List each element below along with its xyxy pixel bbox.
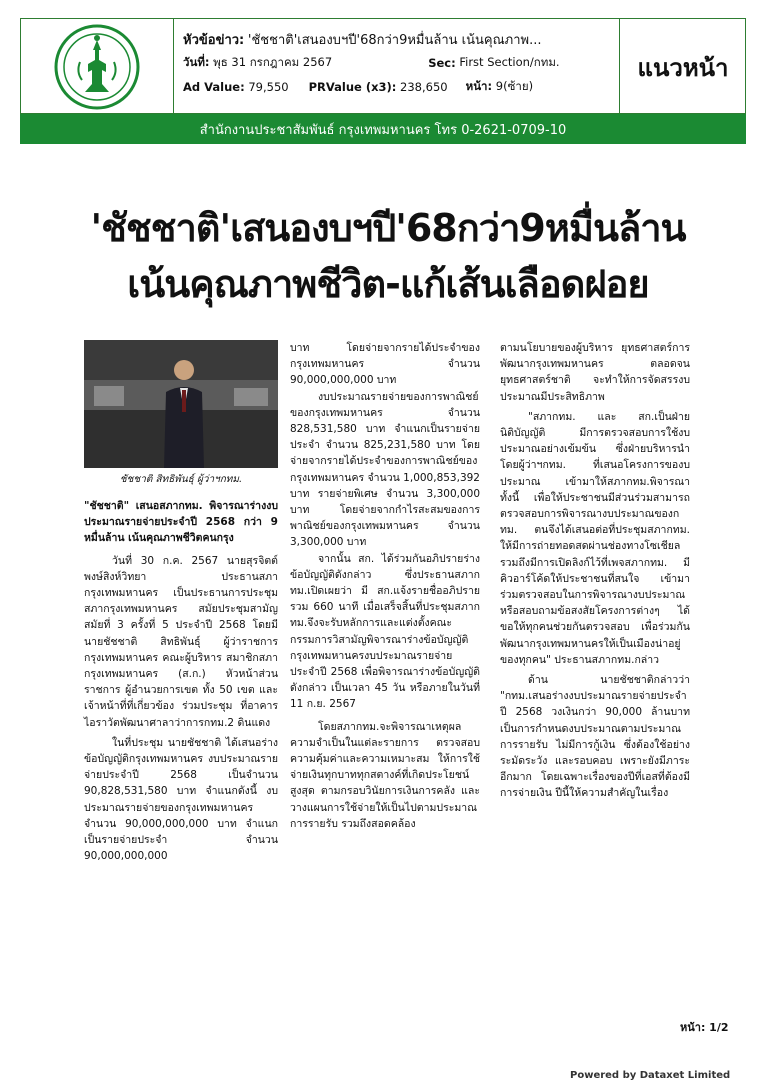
title-line-2: เน้นคุณภาพชีวิต-แก้เส้นเลือดฝอย <box>127 262 649 306</box>
col2-paragraph-1: บาท โดยจ่ายจากรายได้ประจำของกรุงเทพมหานคร จำนวน 90,000,000,000 บาท <box>290 342 480 387</box>
photo-illustration <box>84 340 278 468</box>
col1-paragraph-1: วันที่ 30 ก.ค. 2567 นายสุรจิตต์ พงษ์สิงห์วิทยา ประธานสภากรุงเทพมหานคร เป็นประธานการประชุมสภากรุงเทพมหานคร สมัยประชุมสามัญ สมัยที่ 3 ครั้งที่ 5 ประจำปี 2568 โดยมี นายชัชชาติ สิทธิพันธุ์ ผู้ว่าราชการกรุงเทพมหานคร คณะผู้บริหาร สมาชิกสภากรุงเทพมหานคร (ส.ก.) หัวหน้าส่วนราชการ ผู้อำนวยการเขต ทั้ง 50 เขต และเจ้าหน้าที่ที่เกี่ยวข้อง ร่วมประชุม ที่อาคารไอราวัตพัฒนาศาลาว่าการกทม.2 ดินแดง <box>84 554 278 729</box>
col3-paragraph-2: "สภากทม. และ สก.เป็นฝ่ายนิติบัญญัติ มีการตรวจสอบการใช้งบประมาณอย่างเข้มข้น ซึ่งฝ่ายบริหารนำโดยผู้ว่าฯกทม. ที่เสนอโครงการของบประมาณ เข้ามาให้สภากทม.พิจารณา ทั้งนี้ เพื่อให้ประชาชนมีส่วนร่วมสามารถตรวจสอบการพิจารณางบประมาณของกทม. ตนจึงได้เสนอต่อที่ประชุมสภากทม. ให้มีการถ่ายทอดสดผ่านช่องทางโซเชียล รวมถึงมีการเปิดลิงก์ไว้ที่เพจสภากทม. มีคิวอาร์โค้ดให้ประชาชนที่สนใจ เข้ามาร่วมตรวจสอบในการพิจารณางบประมาณหรือสอบถามข้อสงสัยโครงการต่างๆ ได้ ขอให้ทุกคนช่วยกันตรวจสอบ เพื่อร่วมกันพัฒนากรุงเทพมหานครให้เป็นเมืองน่าอยู่ของทุกคน" ประธานสภากทม.กล่าว <box>500 410 690 666</box>
article-lead: "ชัชชาติ" เสนอสภากทม. พิจารณาร่างงบประมาณรายจ่ายประจำปี 2568 กว่า 9 หมื่นล้าน เน้นคุณภาพชีวิตคนกรุง <box>84 500 278 545</box>
pr-value: 238,650 <box>400 80 448 94</box>
publication-name: แนวหน้า <box>619 19 746 115</box>
col3-paragraph-1: ตามนโยบายของผู้บริหาร ยุทธศาสตร์การพัฒนากรุงเทพมหานคร ตลอดจนยุทธศาสตร์ชาติ จะทำให้การจัดสรรงบประมาณมีประสิทธิภาพ <box>500 342 690 403</box>
clipping-header <box>20 18 746 114</box>
ad-value: 79,550 <box>248 80 289 94</box>
bangkok-seal-icon <box>54 24 140 110</box>
article-column-3 <box>500 340 690 802</box>
pr-label: PRValue (x3): <box>308 80 397 94</box>
sec-value: First Section/กทม. <box>459 55 560 69</box>
page-counter: หน้า: 1/2 <box>680 1021 729 1034</box>
page-label: หน้า: <box>465 79 493 93</box>
headline-value: 'ชัชชาติ'เสนองบฯปี'68กว่า9หมื่นล้าน เน้นคุณภาพ... <box>247 32 542 48</box>
logo-box <box>21 19 174 115</box>
col2-paragraph-3: จากนั้น สก. ได้ร่วมกันอภิปรายร่างข้อบัญญัติดังกล่าว ซึ่งประธานสภากทม.เปิดเผยว่า มี สก.แจ้งรายชื่ออภิปรายรวม 660 นาที เมื่อเสร็จสิ้นที่ประชุมสภากทม.จึงจะรับหลักการและแต่งตั้งคณะกรรมการวิสามัญพิจารณาร่างข้อบัญญัติกรุงเทพมหานครงบประมาณรายจ่ายประจำปี 2568 เพื่อพิจารณาร่างข้อบัญญัติดังกล่าว เป็นเวลา 45 วัน หรือภายในวันที่ 11 ก.ย. 2567 <box>290 552 480 711</box>
photo-caption: ชัชชาติ สิทธิพันธุ์ ผู้ว่าฯกทม. <box>119 474 243 485</box>
headline-row <box>183 27 613 51</box>
col3-paragraph-3: ด้าน นายชัชชาติกล่าวว่า "กทม.เสนอร่างงบประมาณรายจ่ายประจำปี 2568 วงเงินกว่า 90,000 ล้านบาท เป็นการกำหนดงบประมาณตามประมาณการรายรับ ไม่มีการกู้เงิน ซึ่งต้องใช้อย่างระมัดระวัง และรอบคอบ เพราะยังมีภาระอีกมาก โดยเฉพาะเรื่องของปีที่เอสที่ต้องมีการจ่ายเงิน ปีนี้ให้ความสำคัญในเรื่อง <box>500 674 690 800</box>
article-column-1 <box>84 498 278 864</box>
title-line-1: 'ชัชชาติ'เสนองบฯปี'68กว่า9หมื่นล้าน <box>90 206 686 250</box>
sec-label: Sec: <box>428 56 456 70</box>
clipping-info <box>183 27 613 99</box>
col2-paragraph-4: โดยสภากทม.จะพิจารณาเหตุผลความจำเป็นในแต่ละรายการ ตรวจสอบความคุ้มค่าและความเหมาะสม ให้การใช้จ่ายเงินทุกบาททุกสตางค์ที่เกิดประโยชน์สูงสุด ตามกรอบวินัยการเงินการคลัง และวางแผนการใช้จ่ายให้เป็นไปตามประมาณการรายรับ รวมถึงสอดคล้อง <box>290 720 480 830</box>
col2-paragraph-2: งบประมาณรายจ่ายของการพาณิชย์ของกรุงเทพมหานคร จำนวน 828,531,580 บาท จำแนกเป็นรายจ่ายประจำ จำนวน 825,231,580 บาท โดยจ่ายจากรายได้ประจำของการพาณิชย์ของกรุงเทพมหานคร จำนวน 1,000,853,392 บาท รายจ่ายพิเศษ จำนวน 3,300,000 บาท โดยจ่ายจากกำไรสะสมของการพาณิชย์ของกรุงเทพมหานคร จำนวน 3,300,000 บาท <box>290 390 480 549</box>
powered-by: Powered by Dataxet Limited <box>570 1070 731 1081</box>
date-value: พุธ 31 กรกฎาคม 2567 <box>213 55 333 69</box>
article-photo <box>84 340 278 468</box>
article-title <box>38 200 738 312</box>
col1-paragraph-2: ในที่ประชุม นายชัชชาติ ได้เสนอร่างข้อบัญญัติกรุงเทพมหานคร งบประมาณรายจ่ายประจำปี 2568 เป็นจำนวน 90,828,531,580 บาท จำแนกดังนี้ งบประมาณรายจ่ายของกรุงเทพมหานคร จำนวน 90,000,000,000 บาท จำแนกเป็นรายจ่ายประจำ จำนวน 90,000,000,000 <box>84 736 278 863</box>
contact-bar: สำนักงานประชาสัมพันธ์ กรุงเทพมหานคร โทร 0-2621-0709-10 <box>20 114 746 144</box>
page-value: 9(ซ้าย) <box>495 79 534 93</box>
date-label: วันที่: <box>183 55 210 69</box>
headline-label: หัวข้อข่าว: <box>183 32 245 48</box>
ad-label: Ad Value: <box>183 80 245 94</box>
value-row <box>183 75 613 99</box>
article-column-2 <box>290 340 480 832</box>
date-row <box>183 51 613 75</box>
